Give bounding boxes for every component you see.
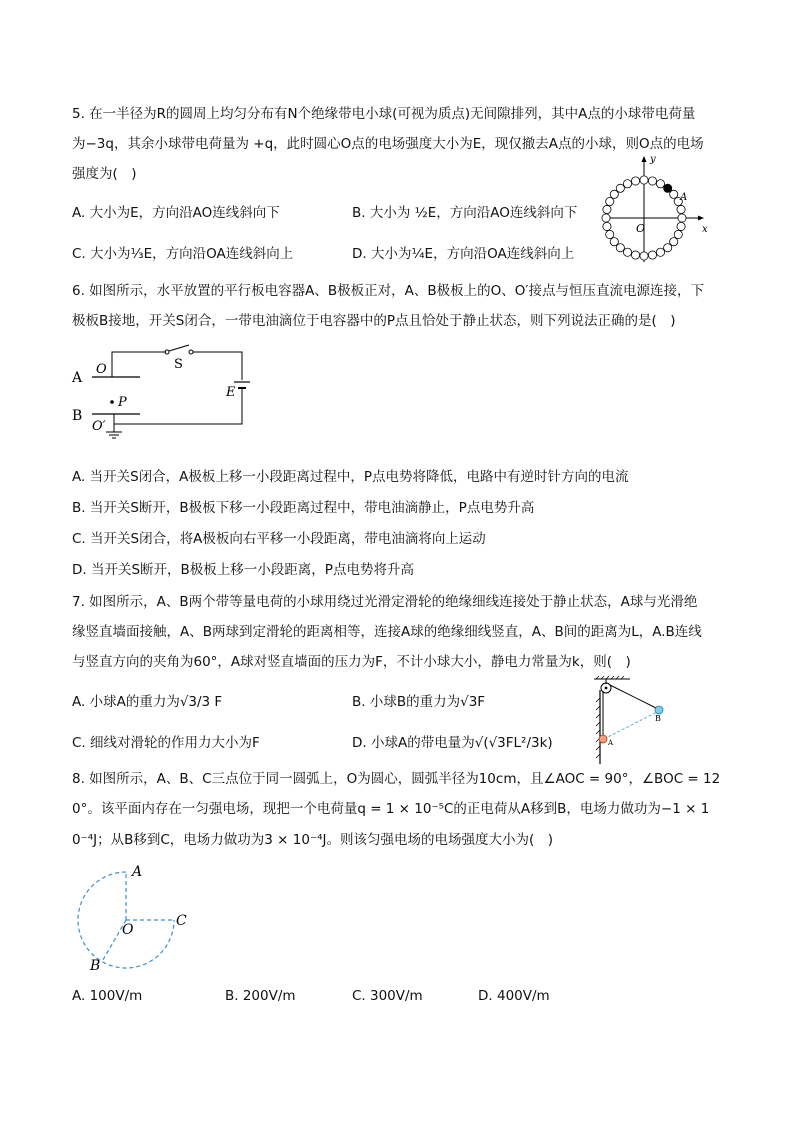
ring-ball bbox=[640, 252, 648, 260]
origin-label: O bbox=[636, 222, 646, 235]
label-o: O bbox=[96, 362, 107, 377]
ring-ball bbox=[648, 251, 656, 259]
label-p: P bbox=[118, 395, 127, 410]
ring-ball bbox=[648, 177, 656, 185]
ring-ball bbox=[602, 214, 610, 222]
q8-option-c: C. 300V/m bbox=[352, 988, 423, 1004]
q5-option-c: C. 大小为⅓E，方向沿OA连线斜向上 bbox=[72, 246, 294, 262]
label-c: C bbox=[176, 913, 187, 929]
label-o-prime: O′ bbox=[92, 419, 106, 434]
q7-stem-line1: 7. 如图所示，A、B两个带等量电荷的小球用绕过光滑定滑轮的绝缘细线连接处于静止状态，A球与光滑绝 bbox=[72, 594, 698, 610]
q7-option-a: A. 小球A的重力为√3/3 F bbox=[72, 694, 223, 710]
label-b: B bbox=[90, 958, 101, 974]
label-ball-b: B bbox=[655, 714, 661, 723]
q8-option-d: D. 400V/m bbox=[478, 988, 550, 1004]
q6-stem-line2: 极板B接地，开关S闭合，一带电油滴位于电容器中的P点且恰处于静止状态，则下列说法正确的是( ) bbox=[72, 313, 676, 329]
label-b: B bbox=[72, 408, 83, 424]
q5-stem-line2: 为−3q，其余小球带电荷量为 +q，此时圆心O点的电场强度大小为E，现仅撤去A点的小球，则O点的电场 bbox=[72, 136, 704, 152]
ring-ball bbox=[677, 222, 685, 230]
ring-ball bbox=[678, 214, 686, 222]
ring-ball bbox=[656, 248, 664, 256]
ab-dashed-line bbox=[604, 712, 657, 739]
q7-option-d: D. 小球A的带电量为√(√3FL²/3k) bbox=[352, 735, 553, 751]
ring-ball bbox=[631, 251, 639, 259]
ring-ball bbox=[616, 244, 624, 252]
ring-ball bbox=[623, 180, 631, 188]
q8-option-b: B. 200V/m bbox=[225, 988, 296, 1004]
ring-ball bbox=[640, 176, 648, 184]
q6-capacitor-circuit bbox=[70, 344, 270, 444]
label-o: O bbox=[122, 922, 134, 938]
q8-stem-line2: 0°。该平面内存在一匀强电场，现把一个电荷量q = 1 × 10⁻⁵C的正电荷从A移到B，电场力做功为−1 × 1 bbox=[72, 801, 710, 817]
label-a: A bbox=[72, 370, 83, 386]
q8-arc-figure bbox=[76, 862, 206, 974]
q7-stem-line2: 缘竖直墙面接触，A、B两球到定滑轮的距离相等，连接A球的绝缘细线竖直，A、B间的距离为L，A.B连线 bbox=[72, 624, 702, 640]
q5-stem-line1: 5. 在一半径为R的圆周上均匀分布有N个绝缘带电小球(可视为质点)无间隙排列，其中A点的小球带电荷量 bbox=[72, 106, 696, 122]
q7-pulley-figure bbox=[590, 676, 680, 766]
q8-stem-line3: 0⁻⁴J；从B移到C，电场力做功为3 × 10⁻⁴J。则该匀强电场的电场强度大小为( ) bbox=[72, 832, 554, 848]
q6-option-d: D. 当开关S断开，B极板上移一小段距离，P点电势将升高 bbox=[72, 562, 414, 578]
ball-a bbox=[599, 735, 607, 743]
q5-option-a: A. 大小为E，方向沿AO连线斜向下 bbox=[72, 205, 280, 221]
ring-ball bbox=[603, 205, 611, 213]
y-axis-label: y bbox=[650, 154, 656, 165]
q8-stem-line1: 8. 如图所示，A、B、C三点位于同一圆弧上，O为圆心，圆弧半径为10cm，且∠AOC = 90°，∠BOC = 12 bbox=[72, 771, 721, 787]
q7-stem-line3: 与竖直方向的夹角为60°，A球对竖直墙面的压力为F，不计小球大小，静电力常量为k，则( ) bbox=[72, 654, 631, 670]
ring-ball bbox=[656, 180, 664, 188]
ball-a bbox=[664, 184, 672, 192]
switch-s bbox=[169, 345, 189, 351]
x-axis-label: x bbox=[702, 224, 708, 235]
point-a-label: A bbox=[680, 192, 688, 203]
ring-ball bbox=[631, 177, 639, 185]
ring-ball bbox=[674, 230, 682, 238]
q6-option-a: A. 当开关S闭合，A极板上移一小段距离过程中，P点电势将降低，电路中有逆时针方向的电流 bbox=[72, 469, 629, 485]
q8-option-a: A. 100V/m bbox=[72, 988, 143, 1004]
q5-option-b: B. 大小为 ½E，方向沿AO连线斜向下 bbox=[352, 205, 578, 221]
switch-contact-right bbox=[189, 350, 193, 354]
ball-b bbox=[655, 706, 663, 714]
ring-ball bbox=[606, 197, 614, 205]
oil-drop-p bbox=[110, 400, 114, 404]
ring-ball bbox=[623, 248, 631, 256]
label-ball-a: A bbox=[608, 739, 614, 747]
label-a: A bbox=[132, 864, 143, 880]
q6-option-c: C. 当开关S闭合，将A极板向右平移一小段距离，带电油滴将向上运动 bbox=[72, 531, 486, 547]
label-e: E bbox=[226, 385, 236, 400]
label-s: S bbox=[174, 357, 183, 372]
q7-option-b: B. 小球B的重力为√3F bbox=[352, 694, 486, 710]
ring-ball bbox=[606, 230, 614, 238]
ring-ball bbox=[677, 205, 685, 213]
q7-option-c: C. 细线对滑轮的作用力大小为F bbox=[72, 735, 260, 751]
q5-stem-line3: 强度为( ) bbox=[72, 166, 137, 182]
q6-option-b: B. 当开关S断开，B极板下移一小段距离过程中，带电油滴静止，P点电势升高 bbox=[72, 500, 535, 516]
ring-ball bbox=[670, 238, 678, 246]
string-to-b bbox=[610, 685, 658, 709]
q6-stem-line1: 6. 如图所示，水平放置的平行板电容器A、B极板正对，A、B极板上的O、O′接点与恒压直流电源连接，下 bbox=[72, 283, 704, 299]
ring-ball bbox=[603, 222, 611, 230]
q5-option-d: D. 大小为¼E，方向沿OA连线斜向上 bbox=[352, 246, 575, 262]
ring-ball bbox=[610, 190, 618, 198]
q5-ring-figure bbox=[600, 152, 720, 264]
